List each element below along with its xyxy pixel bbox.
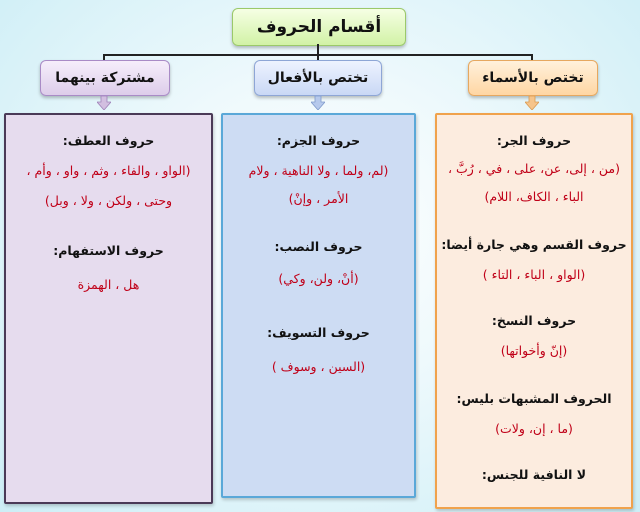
category-verbs-label: تختص بالأفعال (267, 70, 369, 86)
jar-list-line1: (من ، إلى، عن، على ، في ، رُبَّ ، (448, 161, 620, 176)
naskh-list: (إنّ وأخواتها) (500, 343, 568, 358)
atf-list-line1: (الواو ، والفاء ، وثم ، واو ، وأم ، (26, 163, 191, 178)
nasb-heading: حروف النصب: (274, 239, 363, 254)
laysa-list: (ما ، إن، ولات) (495, 421, 573, 436)
nasb-list: (أنْ، ولن، وكي) (278, 271, 359, 286)
taswif-list: (السين ، وسوف ) (271, 359, 366, 374)
jar-heading: حروف الجر: (496, 133, 572, 148)
qasam-heading: حروف القسم وهي جارة أيضا: (441, 237, 627, 252)
arrow-down-icon (311, 96, 325, 110)
naskh-heading: حروف النسخ: (491, 313, 577, 328)
la-heading: لا النافية للجنس: (481, 467, 587, 482)
panel-verbs (221, 113, 416, 498)
atf-heading: حروف العطف: (62, 133, 155, 148)
category-nouns-label: تختص بالأسماء (482, 70, 584, 86)
istifham-list: هل ، الهمزة (77, 277, 140, 292)
laysa-heading: الحروف المشبهات بليس: (456, 391, 612, 406)
qasam-list: (الواو ، الباء ، التاء ) (482, 267, 586, 282)
jar-list-line2: الباء ، الكاف، اللام) (484, 189, 584, 204)
title-box (232, 8, 406, 46)
arrow-down-icon (525, 96, 539, 110)
jazm-list-line1: (لم، ولما ، ولا الناهية ، ولام (248, 163, 389, 178)
taswif-heading: حروف التسويف: (267, 325, 370, 340)
atf-list-line2: وحتى ، ولكن ، ولا ، وبل) (44, 193, 173, 208)
title-text: أقسام الحروف (256, 17, 382, 37)
istifham-heading: حروف الاستفهام: (53, 243, 164, 258)
category-shared (40, 60, 170, 96)
panel-nouns (435, 113, 633, 509)
arrow-down-icon (97, 96, 111, 110)
category-shared-label: مشتركة بينهما (55, 70, 155, 86)
jazm-heading: حروف الجزم: (276, 133, 361, 148)
panel-shared (4, 113, 213, 504)
jazm-list-line2: الأمر ، وإنْ) (288, 191, 349, 206)
category-verbs (254, 60, 382, 96)
category-nouns (468, 60, 598, 96)
